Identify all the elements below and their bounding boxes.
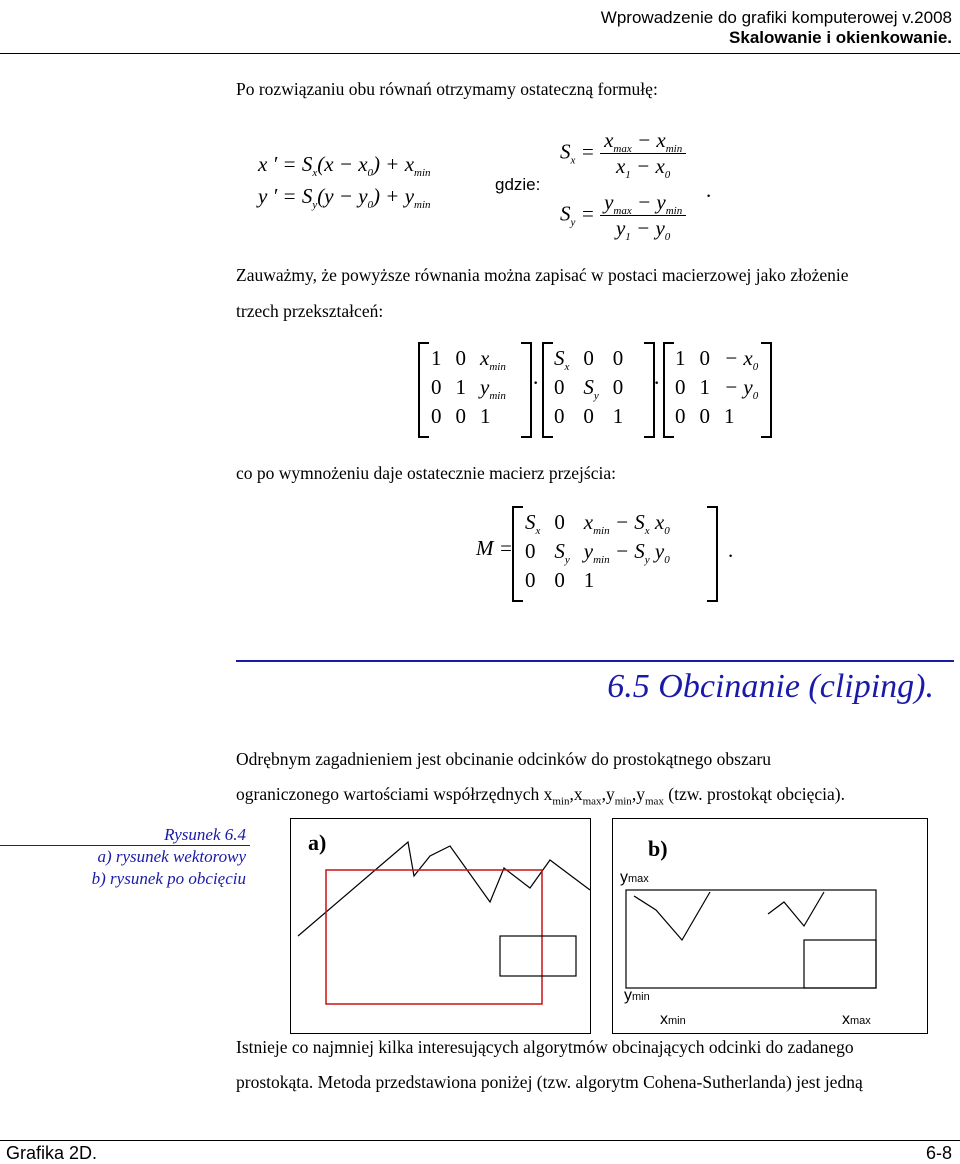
bracket-right [707,506,718,602]
zauwazmy-line1: Zauważmy, że powyższe równania można zapisać w postaci macierzowej jako złożenie [236,265,849,285]
bracket-right [521,342,532,438]
matrix-m-label: M = [476,536,513,560]
label-xmax: xmax [842,1011,871,1028]
footer-rule [0,1140,960,1141]
footer-left: Grafika 2D. [6,1143,98,1163]
header-subtitle: Skalowanie i okienkowanie. [729,28,952,47]
clip-rect-b [626,890,876,988]
label-ymin: ymin [624,987,650,1004]
formula-x: x ′ = $S_x(x - x_0) + x_{min}$ [258,152,431,180]
section-para-line2: ograniczonego wartościami współrzędnych $x_{min},x_{max},y_{min},y_{max}$ (tzw. prostokąt obcięcia). [236,784,845,808]
matrix-m-period: . [728,538,734,562]
caption-a: a) rysunek wektorowy [97,847,246,866]
label-xmin: xmin [660,1011,686,1028]
formula-sx: $S_x$ = $\frac{x_{max} - x_{min}}{x_1 - x_0}$ [560,128,686,179]
clipping-figure [290,818,930,1034]
matrix-2: $S_x$ 0 0 0 $S_y$ 0 0 0 1 [554,346,624,428]
section-title: 6.5 Obcinanie (cliping). [607,668,934,705]
co-po-text: co po wymnożeniu daje ostatecznie macierz przejścia: [236,463,616,483]
caption-b: b) rysunek po obcięciu [91,869,246,888]
gdzie-label: gdzie: [495,175,541,194]
header-rule [0,53,960,54]
matrix-product [418,340,778,440]
box-b [804,940,876,988]
box-a [500,936,576,976]
matrix-1: 1 0 $x_{min}$ 0 1 $y_{min}$ 0 0 1 [431,346,506,428]
polyline-b2 [768,892,824,926]
closing-line2: prostokąta. Metoda przedstawiona poniżej (tzw. algorytm Cohena-Sutherlanda) jest jedną [236,1072,863,1092]
label-a: a) [308,830,327,855]
page-header [601,8,952,48]
polyline-a [298,842,590,936]
clip-rect-a [326,870,542,1004]
formula-sy: $S_y$ = $\frac{y_{max} - y_{min}}{y_1 - y_0}$ [560,190,686,241]
section-para-text-end: (tzw. prostokąt obcięcia). [663,784,845,804]
matrix-3: 1 0 − $x_0$ 0 1 − $y_0$ 0 0 1 [675,346,759,428]
bracket-right [761,342,772,438]
section-para-line1: Odrębnym zagadnieniem jest obcinanie odcinków do prostokątnego obszaru [236,749,772,769]
dot-operator: · [532,370,540,395]
intro-text: Po rozwiązaniu obu równań otrzymamy ostateczną formułę: [236,79,658,99]
matrix-m [512,504,742,604]
matrix-m-body: $S_x$ 0 $x_{min} - S_x$ $x_0$ 0 $S_y$ $y_{min} - S_y$ $y_0$ 0 0 1 [525,510,670,592]
header-title: Wprowadzenie do grafiki komputerowej v.2008 [600,8,952,27]
label-b: b) [648,836,668,861]
section-rule [236,660,954,662]
caption-title: Rysunek 6.4 [0,825,250,846]
formula-period: . [706,178,712,202]
polyline-b1 [634,892,710,940]
closing-line1: Istnieje co najmniej kilka interesujących algorytmów obcinających odcinki do zadanego [236,1037,854,1057]
figure-caption [0,825,250,890]
zauwazmy-line2: trzech przekształceń: [236,301,384,321]
footer-page: 6-8 [925,1143,952,1163]
label-ymax: ymax [620,869,649,886]
formula-y: y ′ = $S_y(y - y_0) + y_{min}$ [258,184,431,212]
section-para-text: ograniczonego wartościami współrzędnych x [236,784,553,804]
dot-operator: · [653,370,661,395]
